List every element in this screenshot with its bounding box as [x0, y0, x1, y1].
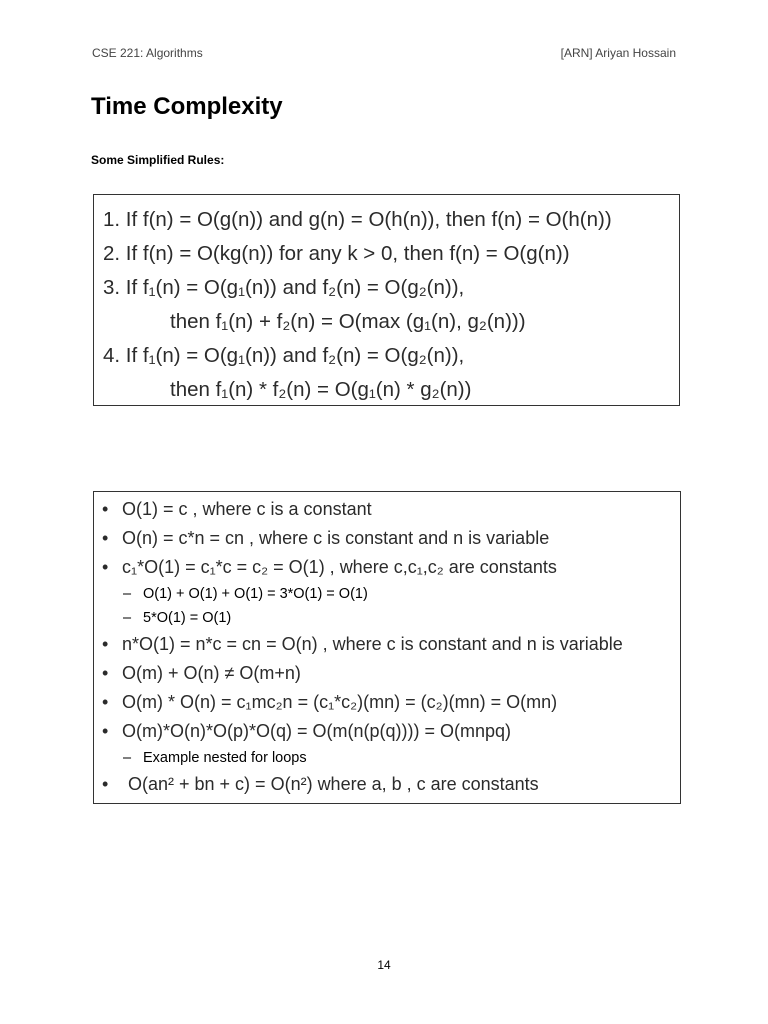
bullet-item: [102, 524, 680, 553]
bullet-item: [102, 770, 680, 799]
dash-icon: –: [123, 610, 132, 626]
sub-bullet-item: [102, 606, 680, 630]
bullet-icon: •: [102, 528, 109, 548]
bullet-item: [102, 495, 680, 524]
dash-icon: –: [123, 586, 132, 602]
sub-bullet-item: [102, 746, 680, 770]
sub-bullet-text: 5*O(1) = O(1): [143, 610, 232, 626]
bullet-text: c₁*O(1) = c₁*c = c₂ = O(1) , where c,c₁,c₂ are constants: [122, 557, 557, 577]
sub-bullet-item: [102, 582, 680, 606]
bullet-text: O(n) = c*n = cn , where c is constant and n is variable: [122, 528, 550, 548]
section-subtitle: Some Simplified Rules:: [91, 153, 225, 167]
bullet-text: n*O(1) = n*c = cn = O(n) , where c is constant and n is variable: [122, 634, 623, 654]
bullet-icon: •: [102, 663, 109, 683]
bullet-item: [102, 717, 680, 746]
page-title: Time Complexity: [91, 93, 283, 120]
rule-3-result: then f₁(n) + f₂(n) = O(max (g₁(n), g₂(n))): [170, 310, 526, 333]
bullet-item: [102, 688, 680, 717]
sub-bullet-text: Example nested for loops: [143, 750, 307, 766]
bullets-box: [93, 491, 681, 804]
bullet-icon: •: [102, 774, 109, 794]
bullet-text: O(an² + bn + c) = O(n²) where a, b , c are constants: [128, 774, 539, 794]
bullet-text: O(m) + O(n) ≠ O(m+n): [122, 663, 301, 683]
bullet-item: [102, 553, 680, 582]
bullet-icon: •: [102, 499, 109, 519]
dash-icon: –: [123, 750, 132, 766]
sub-bullet-text: O(1) + O(1) + O(1) = 3*O(1) = O(1): [143, 586, 368, 602]
header-author: [ARN] Ariyan Hossain: [560, 46, 676, 60]
rule-1: 1. If f(n) = O(g(n)) and g(n) = O(h(n)), then f(n) = O(h(n)): [103, 208, 612, 231]
bullet-item: [102, 630, 680, 659]
bullet-icon: •: [102, 634, 109, 654]
bullet-icon: •: [102, 557, 109, 577]
bullet-text: O(m)*O(n)*O(p)*O(q) = O(m(n(p(q)))) = O(mnpq): [122, 721, 512, 741]
rule-4-result: then f₁(n) * f₂(n) = O(g₁(n) * g₂(n)): [170, 378, 472, 401]
bullet-icon: •: [102, 692, 109, 712]
bullet-item: [102, 659, 680, 688]
rule-2: 2. If f(n) = O(kg(n)) for any k > 0, then f(n) = O(g(n)): [103, 242, 570, 265]
bullet-text: O(1) = c , where c is a constant: [122, 499, 372, 519]
rule-4-condition: 4. If f₁(n) = O(g₁(n)) and f₂(n) = O(g₂(n)),: [103, 344, 465, 367]
rule-3-condition: 3. If f₁(n) = O(g₁(n)) and f₂(n) = O(g₂(n)),: [103, 276, 465, 299]
page-number: 14: [377, 958, 391, 972]
bullet-icon: •: [102, 721, 109, 741]
header-course: CSE 221: Algorithms: [92, 46, 203, 60]
rules-box: [93, 194, 680, 406]
bullet-text: O(m) * O(n) = c₁mc₂n = (c₁*c₂)(mn) = (c₂)(mn) = O(mn): [122, 692, 558, 712]
